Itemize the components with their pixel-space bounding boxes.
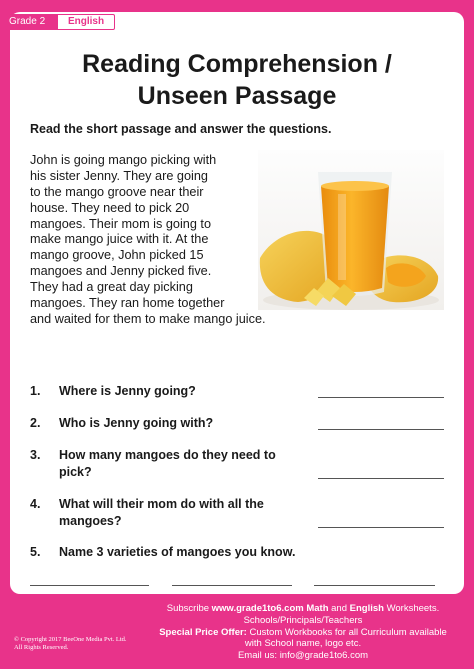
- question-text: Who is Jenny going with?: [59, 416, 214, 430]
- promo-footer: [138, 603, 468, 662]
- answer-line-4[interactable]: [318, 527, 444, 528]
- question-number: 1.: [30, 384, 41, 398]
- audience-line: Schools/Principals/Teachers: [243, 614, 363, 626]
- title-line-1: Reading Comprehension /: [82, 50, 392, 78]
- offer-line-2: with School name, logo etc.: [244, 638, 362, 650]
- question-number: 2.: [30, 416, 41, 430]
- question-number: 5.: [30, 545, 41, 559]
- passage-line: John is going mango picking with: [30, 153, 217, 167]
- offer-text: Custom Workbooks for all Curriculum available: [246, 626, 447, 638]
- offer-label: Special Price Offer:: [159, 626, 247, 638]
- answer-line-5c[interactable]: [314, 585, 435, 586]
- passage-line: They had a great day picking: [30, 280, 193, 295]
- email-link[interactable]: info@grade1to6.com: [279, 650, 369, 662]
- mango-juice: [321, 186, 389, 292]
- passage-line: mangoes. Their mom is going to: [30, 216, 212, 231]
- grade-badge: Grade 2: [5, 14, 57, 30]
- email-prefix: Email us:: [237, 650, 280, 662]
- answer-line-2[interactable]: [318, 429, 444, 430]
- juice-surface: [321, 181, 389, 191]
- worksheets-text: Worksheets.: [383, 603, 440, 614]
- question-text: Name 3 varieties of mangoes you know.: [59, 545, 296, 559]
- passage-line: to the mango groove near their: [30, 184, 204, 199]
- subscribe-prefix: Subscribe: [166, 603, 212, 614]
- page-title: [0, 48, 474, 112]
- title-line-2: Unseen Passage: [137, 82, 337, 110]
- passage-line: house. They need to pick 20: [30, 200, 190, 215]
- passage-line: make mango juice with it. At the: [30, 232, 209, 247]
- math-label: Math: [303, 603, 329, 614]
- offer-line: [138, 627, 468, 639]
- copyright-rights: All Rights Reserved.: [14, 644, 69, 651]
- passage-line: mangoes. They ran home together: [30, 296, 225, 311]
- copyright-line: © Copyright 2017 BeeOne Media Pvt. Ltd.: [14, 636, 127, 643]
- question-number: 4.: [30, 497, 41, 511]
- answer-line-3[interactable]: [318, 478, 444, 479]
- question-text: What will their mom do with all the: [59, 497, 264, 511]
- question-text: How many mangoes do they need to: [59, 448, 276, 462]
- and-text: and: [328, 603, 350, 614]
- passage-line: mango groove, John picked 15: [30, 248, 204, 263]
- website-link[interactable]: www.grade1to6.com: [211, 603, 304, 614]
- answer-line-5b[interactable]: [172, 585, 292, 586]
- email-line: [138, 650, 468, 662]
- question-text-continued: pick?: [59, 465, 92, 479]
- subscribe-line: [138, 603, 468, 615]
- copyright-notice: [14, 636, 127, 652]
- glass-highlight: [338, 194, 346, 280]
- passage-line: and waited for them to make mango juice.: [30, 311, 266, 326]
- answer-line-5a[interactable]: [30, 585, 149, 586]
- question-number: 3.: [30, 448, 41, 462]
- passage-line: mangoes and Jenny picked five.: [30, 264, 212, 279]
- passage-line: his sister Jenny. They are going: [30, 168, 208, 183]
- answer-line-1[interactable]: [318, 397, 444, 398]
- instruction-text: Read the short passage and answer the questions.: [30, 122, 332, 136]
- question-text-continued: mangoes?: [59, 514, 122, 528]
- question-text: Where is Jenny going?: [59, 384, 196, 398]
- subject-badge: English: [57, 14, 115, 30]
- english-label: English: [349, 603, 384, 614]
- mango-juice-image: [258, 150, 444, 310]
